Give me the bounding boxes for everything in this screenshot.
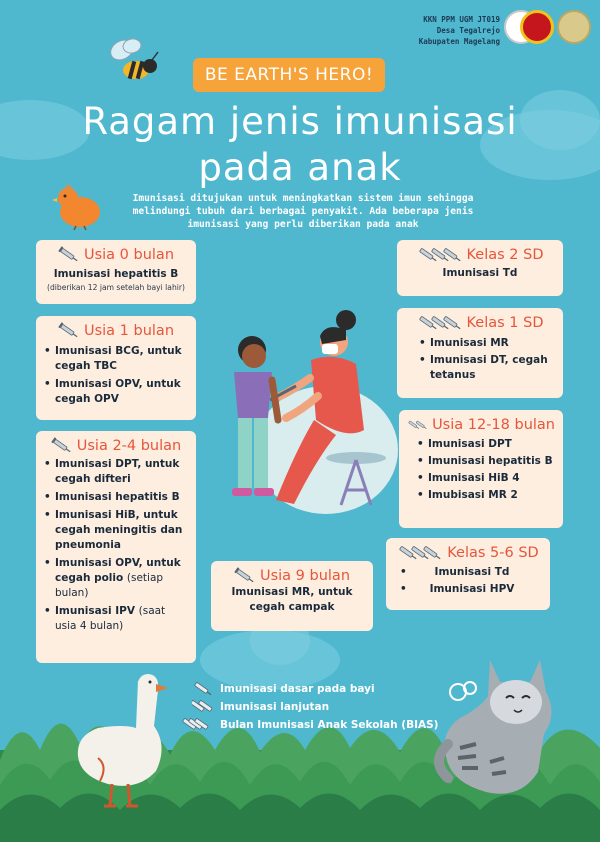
list-item — [44, 508, 188, 553]
list-item: • Imunisasi DT, cegah tetanus — [419, 353, 555, 383]
card-kelas-5-6-sd — [386, 538, 550, 610]
card-usia-1-bulan — [36, 316, 196, 420]
card-list — [44, 344, 188, 407]
single-syringe-icon — [58, 246, 80, 264]
tagline-badge: BE EARTH'S HERO! — [193, 58, 385, 92]
card-list — [407, 437, 555, 503]
list-item: • Imunisasi BCG, untuk cegah TBC — [44, 344, 188, 374]
card-line: Imunisasi Td — [442, 267, 518, 279]
nurse-vaccinating-child-illustration — [206, 300, 402, 520]
card-usia-0-bulan — [36, 240, 196, 304]
card-list — [394, 565, 542, 597]
list-item: • Imunisasi OPV, untuk cegah OPV — [44, 377, 188, 407]
list-item-text: Imunisasi HiB, untuk cegah meningitis dan pneumonia — [55, 509, 183, 551]
card-note: (diberikan 12 jam setelah bayi lahir) — [47, 283, 185, 292]
card-kelas-1-sd — [397, 308, 563, 398]
double-syringe-icon — [407, 416, 428, 434]
list-item — [400, 565, 542, 580]
list-item-note: (setiap bulan) — [55, 572, 164, 599]
leaf-logo — [557, 10, 591, 44]
list-item-text: Imunisasi IPV — [55, 605, 135, 617]
legend-item — [192, 680, 438, 698]
list-item-text: Imunisasi Td — [434, 566, 510, 578]
card-list — [405, 336, 555, 383]
card-line: Imunisasi MR, untuk cegah campak — [231, 586, 353, 613]
card-title: Usia 12-18 bulan — [432, 417, 555, 433]
legend — [192, 680, 438, 734]
card-kelas-2-sd — [397, 240, 563, 296]
page-title-line-2: pada anak — [198, 146, 402, 189]
list-item — [44, 490, 188, 505]
list-item — [44, 457, 188, 487]
list-item: • Imunisasi MR — [419, 336, 555, 351]
triple-syringe-icon — [397, 544, 443, 562]
card-title: Usia 1 bulan — [83, 323, 175, 339]
single-syringe-icon — [58, 322, 80, 340]
double-syringe-icon — [417, 314, 463, 332]
organization-info — [419, 14, 500, 47]
card-line: Imunisasi hepatitis B — [53, 268, 179, 280]
bee-illustration — [104, 36, 162, 88]
list-item: • Imunisasi HiB 4 — [417, 471, 555, 486]
card-title: Kelas 5-6 SD — [447, 545, 539, 561]
list-item-text: Imunisasi OPV, untuk cegah polio — [55, 557, 181, 584]
list-item — [400, 582, 542, 597]
cat-illustration — [430, 652, 570, 804]
single-syringe-icon — [234, 567, 256, 585]
card-title: Kelas 1 SD — [466, 315, 544, 331]
card-usia-12-18-bulan — [399, 410, 563, 528]
org-line: KKN PPM UGM JT019 — [423, 15, 500, 24]
card-title: Usia 0 bulan — [83, 247, 175, 263]
card-list — [44, 457, 188, 634]
legend-label: Imunisasi dasar pada bayi — [220, 683, 375, 695]
card-usia-9-bulan — [211, 561, 373, 631]
triple-syringe-icon — [180, 716, 214, 734]
list-item-text: Imunisasi HPV — [429, 583, 515, 595]
list-item: • Imunisasi hepatitis B — [417, 454, 555, 469]
list-item-note: (saat usia 4 bulan) — [55, 605, 166, 632]
card-usia-2-4-bulan — [36, 431, 196, 663]
card-title: Usia 9 bulan — [259, 568, 351, 584]
red-emblem-logo — [520, 10, 554, 44]
single-syringe-icon — [192, 680, 214, 698]
org-line: Kabupaten Magelang — [418, 37, 500, 46]
card-title: Kelas 2 SD — [466, 247, 544, 263]
list-item: • Imunisasi DPT — [417, 437, 555, 452]
card-title: Usia 2-4 bulan — [76, 438, 182, 454]
single-syringe-icon — [51, 437, 73, 455]
list-item-text: Imunisasi hepatitis B — [55, 491, 180, 503]
page-title-line-1: Ragam jenis imunisasi — [82, 100, 518, 143]
chick-illustration — [52, 184, 106, 230]
legend-label: Bulan Imunisasi Anak Sekolah (BIAS) — [220, 719, 439, 731]
triple-syringe-icon — [417, 246, 463, 264]
list-item-text: Imunisasi DPT, untuk cegah difteri — [55, 458, 180, 485]
list-item — [44, 556, 188, 601]
legend-item — [192, 698, 438, 716]
list-item: • Imubisasi MR 2 — [417, 488, 555, 503]
org-line: Desa Tegalrejo — [436, 26, 500, 35]
legend-label: Imunisasi lanjutan — [220, 701, 330, 713]
goose-illustration — [68, 666, 178, 811]
intro-paragraph: Imunisasi ditujukan untuk meningkatkan sistem imun sehingga melindungi tubuh dari berbagai penyakit. Ada beberapa jenis imunisasi yang perlu diberikan pada anak — [132, 193, 474, 230]
double-syringe-icon — [192, 698, 214, 716]
list-item — [44, 604, 188, 634]
legend-item — [180, 716, 438, 734]
